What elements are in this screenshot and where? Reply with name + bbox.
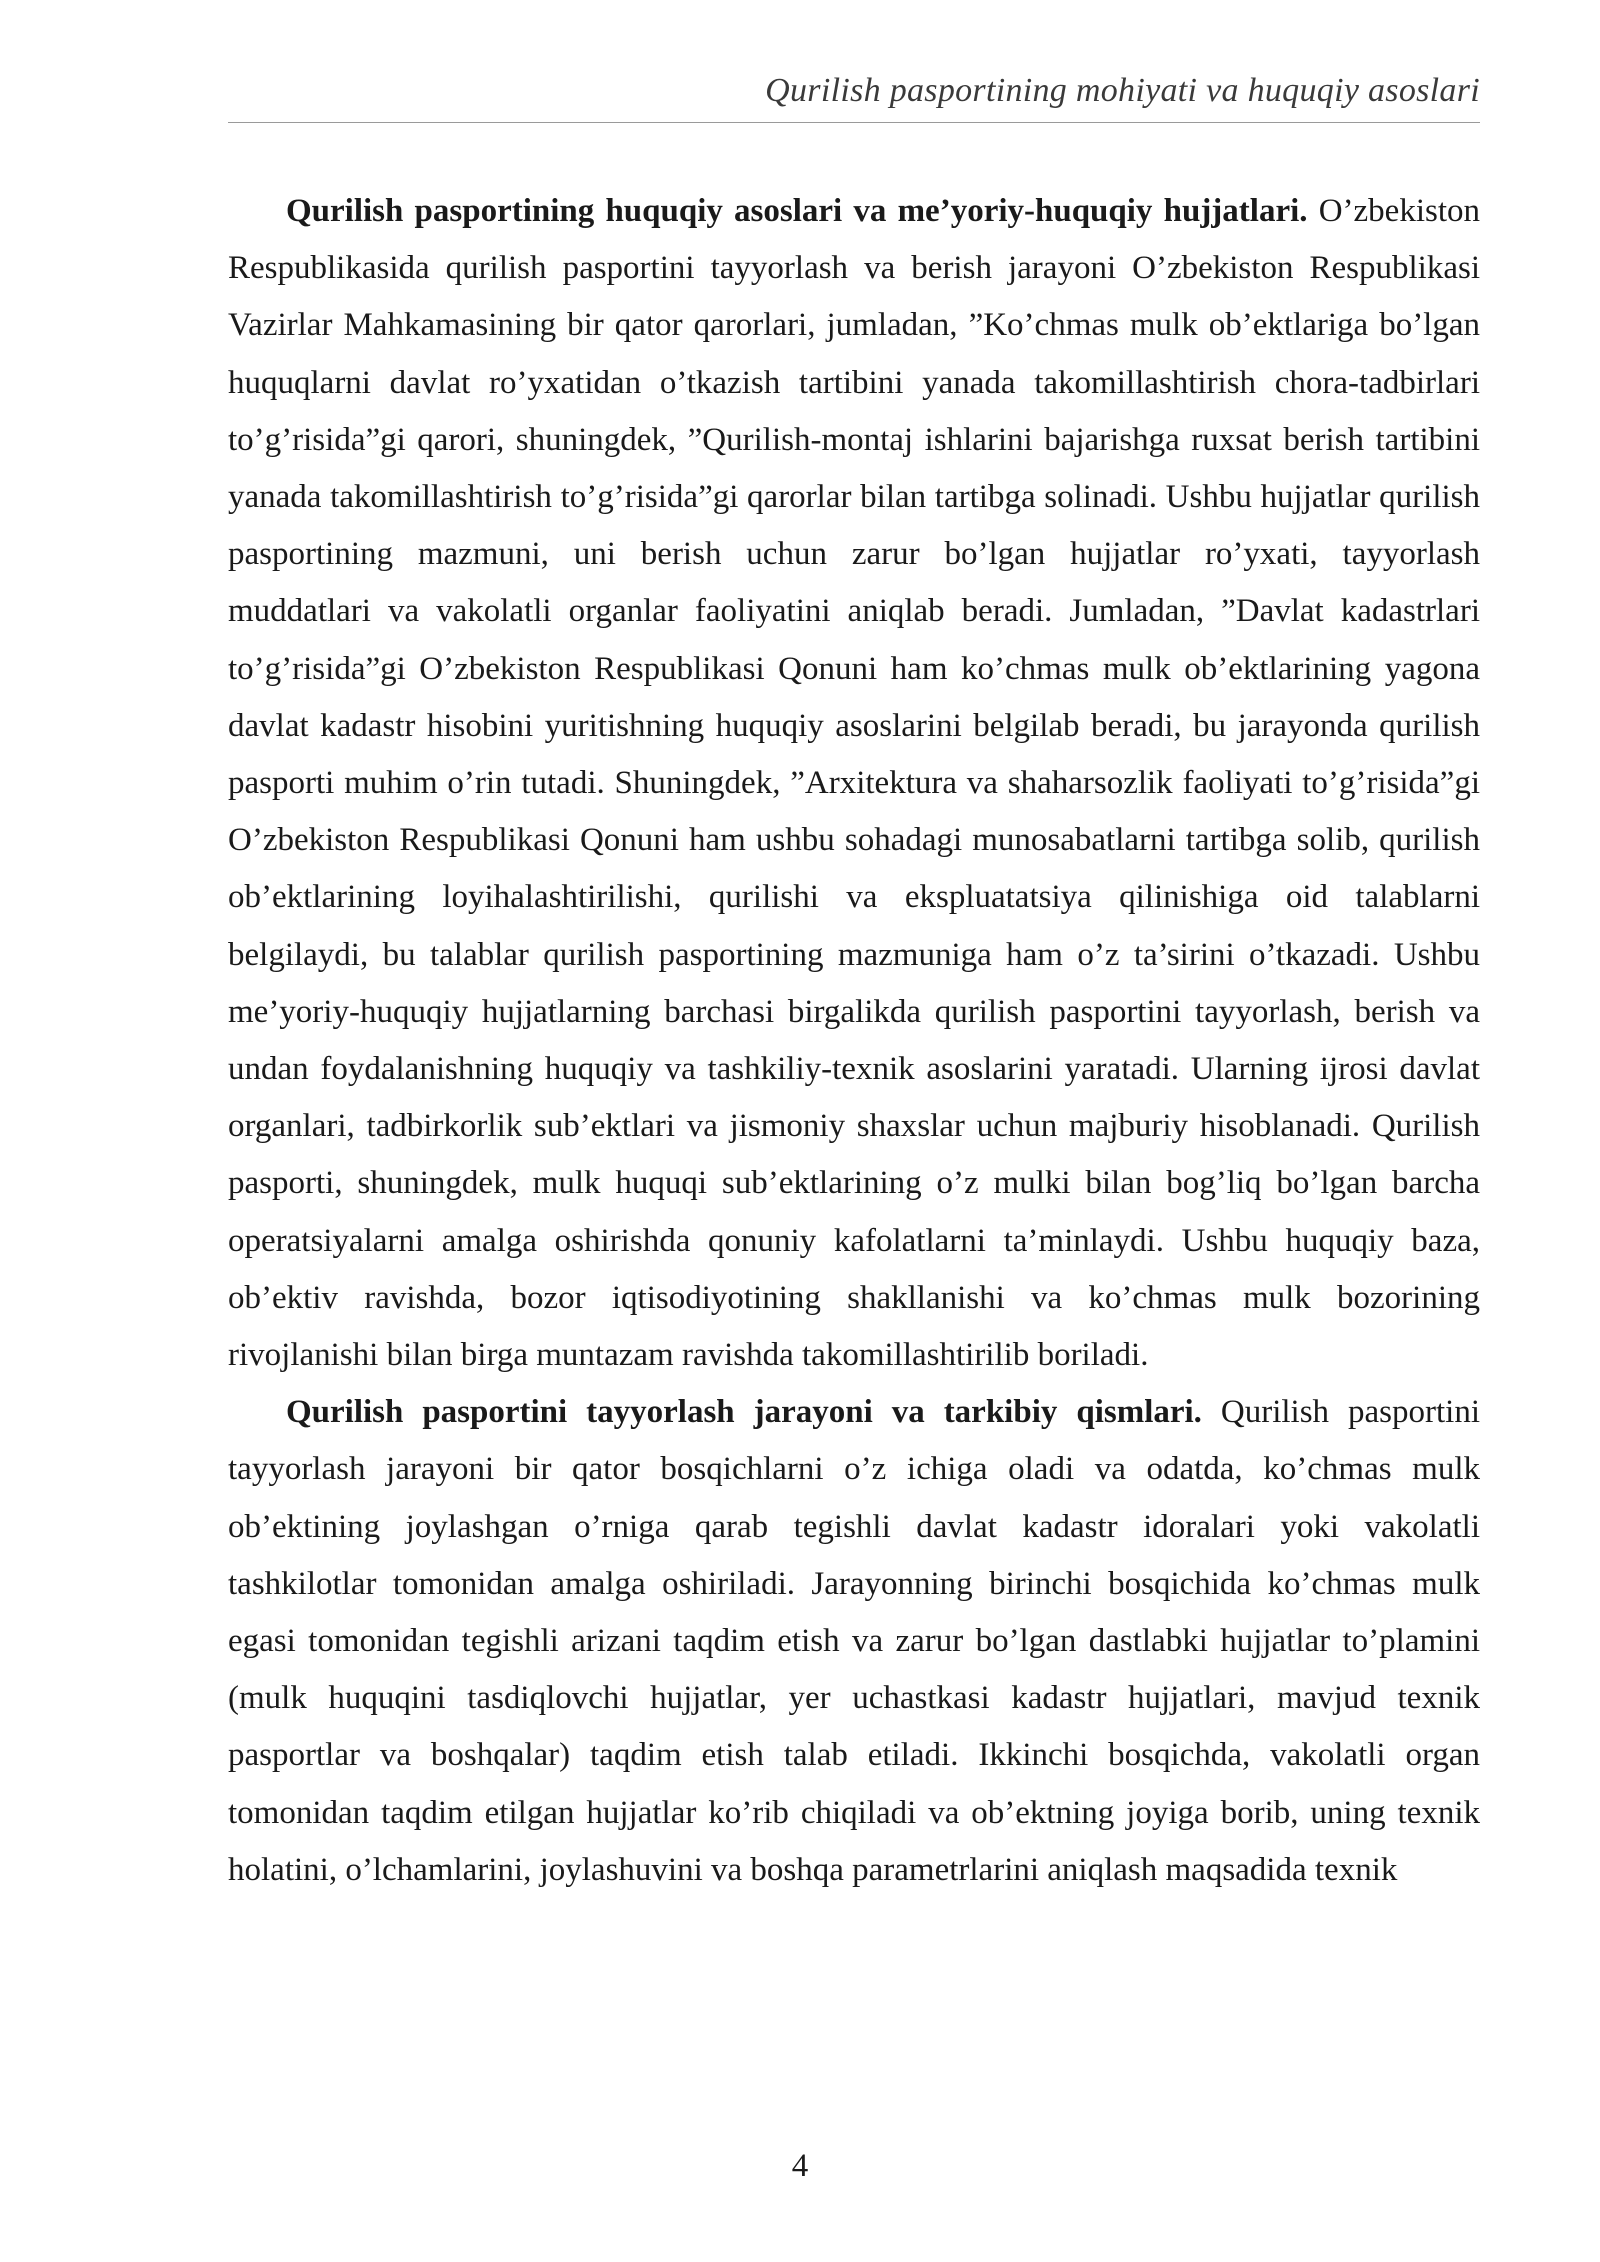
page-body	[228, 183, 1480, 1899]
running-header-title: Qurilish pasportining mohiyati va huquqiy asoslari	[765, 72, 1480, 109]
page-number: 4	[791, 2148, 809, 2184]
section-heading-preparation-process: Qurilish pasportini tayyorlash jarayoni va tarkibiy qismlari.	[286, 1394, 1202, 1431]
section-paragraph-legal-basis	[228, 183, 1480, 1384]
section-heading-legal-basis: Qurilish pasportining huquqiy asoslari va me’yoriy-huquqiy hujjatlari.	[286, 193, 1308, 229]
section-body-preparation-process: Qurilish pasportini tayyorlash jarayoni bir qator bosqichlarni o’z ichiga oladi va odatda, ko’chmas mulk ob’ektining joylashgan o’rniga qarab tegishli davlat kadastr idoralari yoki vakolatli tashkilotlar tomonidan amalga oshiriladi. Jarayonning birinchi bosqichida ko’chmas mulk egasi tomonidan tegishli arizani taqdim etish va zarur bo’lgan dastlabki hujjatlar to’plamini (mulk huquqini tasdiqlovchi hujjatlar, yer uchastkasi kadastr hujjatlari, mavjud texnik pasportlar va boshqalar) taqdim etish talab etiladi. Ikkinchi bosqichda, vakolatli organ tomonidan taqdim etilgan hujjatlar ko’rib chiqiladi va ob’ektning joyiga borib, uning texnik holatini, o’lchamlarini, joylashuvini va boshqa parametrlarini aniqlash maqsadida texnik	[228, 1394, 1481, 1888]
running-header	[228, 72, 1480, 123]
section-paragraph-preparation-process	[228, 1384, 1480, 1899]
section-body-legal-basis: O’zbekiston Respublikasida qurilish pasportini tayyorlash va berish jarayoni O’zbekiston Respublikasi Vazirlar Mahkamasining bir qator qarorlari, jumladan, ”Ko’chmas mulk ob’ektlariga bo’lgan huquqlarni davlat ro’yxatidan o’tkazish tartibini yanada takomillashtirish chora-tadbirlari to’g’risida”gi qarori, shuningdek, ”Qurilish-montaj ishlarini bajarishga ruxsat berish tartibini yanada takomillashtirish to’g’risida”gi qarorlar bilan tartibga solinadi. Ushbu hujjatlar qurilish pasportining mazmuni, uni berish uchun zarur bo’lgan hujjatlar ro’yxati, tayyorlash muddatlari va vakolatli organlar faoliyatini aniqlab beradi. Jumladan, ”Davlat kadastrlari to’g’risida”gi O’zbekiston Respublikasi Qonuni ham ko’chmas mulk ob’ektlarining yagona davlat kadastr hisobini yuritishning huquqiy asoslarini belgilab beradi, bu jarayonda qurilish pasporti muhim o’rin tutadi. Shuningdek, ”Arxitektura va shaharsozlik faoliyati to’g’risida”gi O’zbekiston Respublikasi Qonuni ham ushbu sohadagi munosabatlarni tartibga solib, qurilish ob’ektlarining loyihalashtirilishi, qurilishi va ekspluatatsiya qilinishiga oid talablarni belgilaydi, bu talablar qurilish pasportining mazmuniga ham o’z ta’sirini o’tkazadi. Ushbu me’yoriy-huquqiy hujjatlarning barchasi birgalikda qurilish pasportini tayyorlash, berish va undan foydalanishning huquqiy va tashkiliy-texnik asoslarini yaratadi. Ularning ijrosi davlat organlari, tadbirkorlik sub’ektlari va jismoniy shaxslar uchun majburiy hisoblanadi. Qurilish pasporti, shuningdek, mulk huquqi sub’ektlarining o’z mulki bilan bog’liq bo’lgan barcha operatsiyalarni amalga oshirishda qonuniy kafolatlarni ta’minlaydi. Ushbu huquqiy baza, ob’ektiv ravishda, bozor iqtisodiyotining shakllanishi va ko’chmas mulk bozorining rivojlanishi bilan birga muntazam ravishda takomillashtirilib boriladi.	[228, 193, 1480, 1374]
